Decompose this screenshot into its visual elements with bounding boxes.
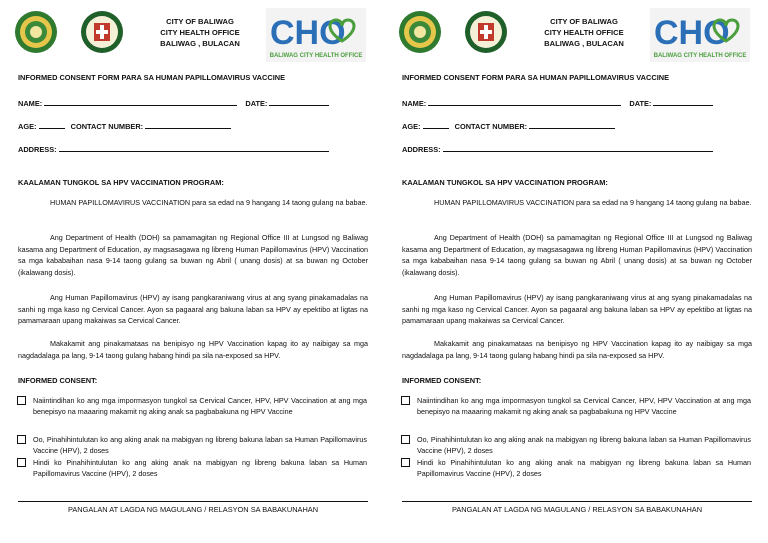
consent-checkbox[interactable] (401, 435, 410, 444)
cho-logo-text: CHO (270, 14, 346, 52)
program-heading: KAALAMAN TUNGKOL SA HPV VACCINATION PROGRAM: (402, 178, 608, 187)
address-label: ADDRESS: (402, 145, 441, 154)
consent-heading: INFORMED CONSENT: (18, 376, 98, 385)
consent-option-text: Hindi ko Pinahihintulutan ko ang aking anak na mabigyan ng libreng bakuna laban sa Human Papillomavirus Vaccine (HPV), 2 doses (33, 458, 367, 478)
consent-checkbox[interactable] (401, 458, 410, 467)
consent-option-text: Oo, Pinahihintulutan ko ang aking anak na mabigyan ng libreng bakuna laban sa Human Papillomavirus Vaccine (HPV), 2 doses (33, 435, 367, 455)
consent-option (417, 395, 751, 417)
office-name (534, 16, 634, 49)
date-field[interactable] (653, 97, 713, 106)
contact-label: CONTACT NUMBER: (70, 122, 144, 131)
contact-label: CONTACT NUMBER: (454, 122, 528, 131)
form-title: INFORMED CONSENT FORM PARA SA HUMAN PAPILLOMAVIRUS VACCINE (402, 73, 670, 82)
address-field[interactable] (59, 143, 329, 152)
address-label: ADDRESS: (18, 145, 57, 154)
consent-option (417, 434, 751, 456)
age-label: AGE: (402, 122, 421, 131)
contact-field[interactable] (145, 120, 231, 129)
program-paragraph: HUMAN PAPILLOMAVIRUS VACCINATION para sa edad na 9 hangang 14 taong gulang na babae. (50, 198, 368, 207)
age-row (402, 120, 615, 131)
consent-checkbox[interactable] (17, 458, 26, 467)
program-paragraph: HUMAN PAPILLOMAVIRUS VACCINATION para sa edad na 9 hangang 14 taong gulang na babae. (434, 198, 752, 207)
program-paragraph: Ang Department of Health (DOH) sa pamamagitan ng Regional Office III at Lungsod ng Baliwag kasama ang Department of Education, ay magsasagawa ng libreng Human Papillomavirus (HPV) Vaccination sa mga kababaihan nasa 9-14 taong gulang sa buwan ng Abril ( unang dosis) at sa buwan ng October (ikalawang dosis). (402, 233, 752, 277)
signature-caption: PANGALAN AT LAGDA NG MAGULANG / RELASYON SA BABAKUNAHAN (451, 505, 703, 514)
consent-option-text: Naiintindihan ko ang mga impormasyon tungkol sa Cervical Cancer, HPV, HPV Vaccination at ang mga benepisyo na maaaring makamit ng aking anak sa pagbabakuna ng HPV Vaccine (417, 396, 751, 416)
consent-option (33, 395, 367, 417)
age-field[interactable] (39, 120, 65, 129)
address-row (18, 143, 329, 154)
age-label: AGE: (18, 122, 37, 131)
program-paragraph: Makakamit ang pinakamataas na benipisyo ng HPV Vaccination kapag ito ay naibigay sa mga nagdadalaga pa lang, 9-14 taong gulang habang hindi pa sila na-exposed sa HPV. (18, 339, 368, 360)
name-field[interactable] (428, 97, 621, 106)
form-header (0, 6, 384, 64)
consent-option (33, 434, 367, 456)
address-row (402, 143, 713, 154)
name-label: NAME: (18, 99, 43, 108)
program-paragraph: Ang Human Papillomavirus (HPV) ay isang pangkaraniwang virus at ang syang pinakamadalas na sanhi ng mga kaso ng Cervical Cancer. Ayon sa pagaaral ang bakuna laban sa HPV ay epektibo at ligtas na pamamaraan upang makaiwas sa Cervical Cancer. (402, 293, 752, 325)
cho-logo-subtitle: BALIWAG CITY HEALTH OFFICE (269, 53, 363, 59)
address-field[interactable] (443, 143, 713, 152)
office-address: BALIWAG , BULACAN (544, 39, 624, 48)
consent-checkbox[interactable] (17, 396, 26, 405)
name-row (402, 97, 713, 108)
consent-checkbox[interactable] (401, 396, 410, 405)
name-row (18, 97, 329, 108)
form-header (384, 6, 768, 64)
consent-option-text: Naiintindihan ko ang mga impormasyon tungkol sa Cervical Cancer, HPV, HPV Vaccination at ang mga benepisyo na maaaring makamit ng aking anak sa pagbabakuna ng HPV Vaccine (33, 396, 367, 416)
consent-option (33, 457, 367, 479)
office-address: BALIWAG , BULACAN (160, 39, 240, 48)
age-row (18, 120, 231, 131)
cho-logo-text: CHO (654, 14, 730, 52)
program-paragraph: Makakamit ang pinakamataas na benipisyo ng HPV Vaccination kapag ito ay naibigay sa mga nagdadalaga pa lang, 9-14 taong gulang habang hindi pa sila na-exposed sa HPV. (402, 339, 752, 360)
cho-logo-subtitle: BALIWAG CITY HEALTH OFFICE (653, 53, 747, 59)
consent-checkbox[interactable] (17, 435, 26, 444)
name-field[interactable] (44, 97, 237, 106)
program-paragraph: Ang Department of Health (DOH) sa pamamagitan ng Regional Office III at Lungsod ng Baliwag kasama ang Department of Education, ay magsasagawa ng libreng Human Papillomavirus (HPV) Vaccination sa mga kababaihan nasa 9-14 taong gulang sa buwan ng Abril ( unang dosis) at sa buwan ng October (ikalawang dosis). (18, 233, 368, 277)
signature-line[interactable] (18, 501, 368, 502)
signature-caption: PANGALAN AT LAGDA NG MAGULANG / RELASYON SA BABAKUNAHAN (67, 505, 319, 514)
date-label: DATE: (245, 99, 268, 108)
office-dept: CITY HEALTH OFFICE (544, 28, 624, 37)
cho-logo (650, 8, 750, 62)
city-seal-icon (398, 10, 442, 54)
office-city: CITY OF BALIWAG (550, 17, 618, 26)
program-paragraph: Ang Human Papillomavirus (HPV) ay isang pangkaraniwang virus at ang syang pinakamadalas na sanhi ng mga kaso ng Cervical Cancer. Ayon sa pagaaral ang bakuna laban sa HPV ay epektibo at ligtas na pamamaraan upang makaiwas sa Cervical Cancer. (18, 293, 368, 325)
health-office-seal-icon (80, 10, 124, 54)
age-field[interactable] (423, 120, 449, 129)
city-seal-icon (14, 10, 58, 54)
office-name (150, 16, 250, 49)
form-title: INFORMED CONSENT FORM PARA SA HUMAN PAPILLOMAVIRUS VACCINE (18, 73, 286, 82)
office-dept: CITY HEALTH OFFICE (160, 28, 240, 37)
name-label: NAME: (402, 99, 427, 108)
consent-option (417, 457, 751, 479)
date-label: DATE: (629, 99, 652, 108)
cho-logo (266, 8, 366, 62)
date-field[interactable] (269, 97, 329, 106)
consent-option-text: Oo, Pinahihintulutan ko ang aking anak na mabigyan ng libreng bakuna laban sa Human Papillomavirus Vaccine (HPV), 2 doses (417, 435, 751, 455)
health-office-seal-icon (464, 10, 508, 54)
consent-form-right (384, 0, 768, 543)
contact-field[interactable] (529, 120, 615, 129)
signature-line[interactable] (402, 501, 752, 502)
office-city: CITY OF BALIWAG (166, 17, 234, 26)
consent-heading: INFORMED CONSENT: (402, 376, 482, 385)
program-heading: KAALAMAN TUNGKOL SA HPV VACCINATION PROGRAM: (18, 178, 224, 187)
consent-option-text: Hindi ko Pinahihintulutan ko ang aking anak na mabigyan ng libreng bakuna laban sa Human Papillomavirus Vaccine (HPV), 2 doses (417, 458, 751, 478)
